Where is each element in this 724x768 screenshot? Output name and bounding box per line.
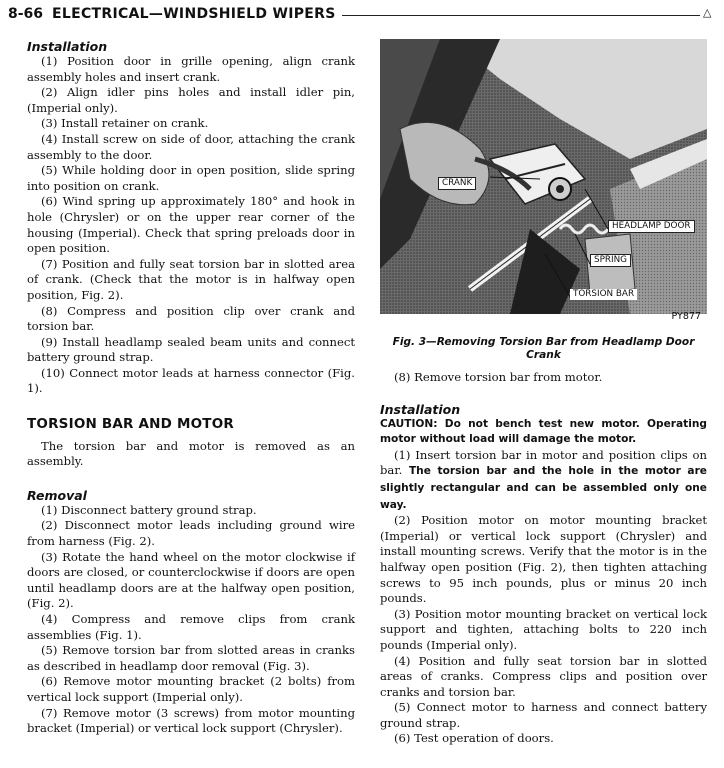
removal-step: (1) Disconnect battery ground strap. (41, 502, 257, 517)
header-rule (342, 15, 700, 16)
page-number: 8-66 (8, 6, 44, 22)
removal-step: (7) Remove motor (3 screws) from motor mounting bracket (Imperial) or vertical lock support (Chrysler). (27, 705, 355, 736)
installation-step: (4) Position and fully seat torsion bar in slotted areas of cranks. Compress clips and position over cranks and torsion bar. (380, 653, 707, 699)
installation-step: (5) While holding door in open position, slide spring into position on crank. (27, 163, 355, 193)
installation-step: (3) Position motor mounting bracket on vertical lock support and tighten, attaching bolts to 220 inch pounds (Imperial only). (380, 606, 707, 652)
removal-step: (3) Rotate the hand wheel on the motor clockwise if doors are closed, or counterclockwise if doors are open until headlamp doors are at the halfway open position, (Fig. 2). (27, 549, 355, 611)
spring-label: SPRING (590, 254, 631, 267)
removal-step: (4) Compress and remove clips from crank assemblies (Fig. 1). (27, 612, 355, 642)
section-heading: TORSION BAR AND MOTOR (27, 416, 234, 433)
figure-id: PY877 (671, 311, 701, 322)
figure-photo (380, 39, 707, 314)
right-column (380, 39, 707, 747)
installation-step (380, 448, 707, 513)
page-header (8, 3, 714, 27)
section-intro: The torsion bar and motor is removed as an assembly. (27, 438, 355, 469)
installation-step: (1) Position door in grille opening, align crank assembly holes and insert crank. (27, 54, 355, 84)
installation-step: (5) Connect motor to harness and connect battery ground strap. (380, 700, 707, 730)
removal-step: (5) Remove torsion bar from slotted areas in cranks as described in headlamp door removal (Fig. 3). (27, 643, 355, 673)
torsion-bar-label: TORSION BAR (570, 289, 637, 300)
installation-step: (8) Compress and position clip over crank and torsion bar. (27, 303, 355, 334)
removal-step: (6) Remove motor mounting bracket (2 bolts) from vertical lock support (Imperial only). (27, 674, 355, 704)
caution-note: CAUTION: Do not bench test new motor. Operating motor without load will damage the motor. (380, 417, 707, 446)
installation-step: (2) Position motor on motor mounting bracket (Imperial) or vertical lock support (Chrysler) and install mounting screws. Verify that the motor is in the halfway open position (Fig. 2), then tighten attaching screws to 95 inch pounds, plus or minus 20 inch pounds. (380, 513, 707, 606)
installation-step: (9) Install headlamp sealed beam units and connect battery ground strap. (27, 334, 355, 365)
figure-caption: Fig. 3—Removing Torsion Bar from Headlamp Door Crank (392, 336, 695, 361)
installation-step: (10) Connect motor leads at harness connector (Fig. 1). (27, 365, 355, 396)
headlamp-door-label: HEADLAMP DOOR (608, 220, 695, 233)
chapter-title: ELECTRICAL—WINDSHIELD WIPERS (52, 6, 336, 22)
photo-illustration (380, 39, 707, 314)
installation-heading: Installation (380, 401, 461, 417)
installation-step: (4) Install screw on side of door, attaching the crank assembly to the door. (27, 131, 355, 162)
step-bold-note: The torsion bar and the hole in the motor are slightly rectangular and can be assembled only one way. (380, 465, 707, 511)
installation-step: (2) Align idler pins holes and install idler pin, (Imperial only). (27, 85, 355, 115)
installation-step: (6) Test operation of doors. (394, 731, 554, 746)
crank-label: CRANK (438, 177, 476, 190)
removal-step: (2) Disconnect motor leads including ground wire from harness (Fig. 2). (27, 518, 355, 549)
removal-step: (8) Remove torsion bar from motor. (394, 370, 603, 384)
installation-heading: Installation (27, 39, 108, 54)
installation-step: (7) Position and fully seat torsion bar in slotted area of crank. (Check that the motor is in halfway open position, Fig. 2). (27, 256, 355, 302)
installation-step: (6) Wind spring up approximately 180° and hook in hole (Chrysler) or on the upper rear corner of the housing (Imperial). Check that spring preloads door in open position. (27, 194, 355, 256)
installation-step: (3) Install retainer on crank. (41, 116, 209, 131)
left-column (27, 39, 355, 737)
removal-heading: Removal (27, 487, 87, 503)
triangle-marker-icon: △ (703, 6, 712, 19)
step-text: (1) Insert torsion bar in motor and position clips on bar. (380, 447, 707, 478)
